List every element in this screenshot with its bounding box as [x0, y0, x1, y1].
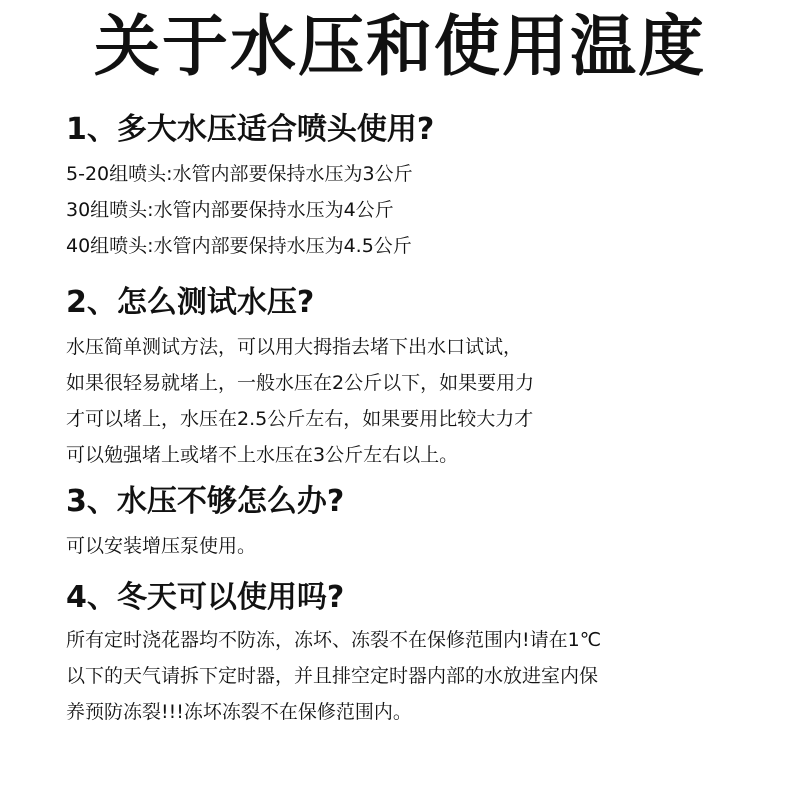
section-body: [66, 528, 766, 564]
section-water-pressure-for-sprinklers: [66, 110, 766, 264]
body-line: 可以勉强堵上或堵不上水压在3公斤左右以上。: [66, 444, 459, 466]
body-line: 如果很轻易就堵上，一般水压在2公斤以下，如果要用力: [66, 372, 535, 394]
section-heading: 2、怎么测试水压?: [66, 285, 315, 320]
section-body: [66, 156, 766, 264]
page-title: 关于水压和使用温度: [94, 7, 706, 85]
body-line: 可以安装增压泵使用。: [66, 535, 257, 557]
body-line: 养预防冻裂!!!冻坏冻裂不在保修范围内。: [66, 701, 412, 723]
body-line: 水压简单测试方法，可以用大拇指去堵下出水口试试，: [66, 336, 523, 358]
body-line: 40组喷头:水管内部要保持水压为4.5公斤: [66, 235, 412, 257]
body-line: 以下的天气请拆下定时器，并且排空定时器内部的水放进室内保: [66, 665, 599, 687]
body-line: 30组喷头:水管内部要保持水压为4公斤: [66, 199, 394, 221]
section-how-to-test-pressure: [66, 283, 766, 473]
body-line: 所有定时浇花器均不防冻，冻坏、冻裂不在保修范围内!请在1℃: [66, 629, 602, 651]
section-body: [66, 622, 766, 730]
body-line: 5-20组喷头:水管内部要保持水压为3公斤: [66, 163, 413, 185]
section-body: [66, 329, 766, 473]
section-winter-usage: [66, 578, 766, 730]
section-heading: 3、水压不够怎么办?: [66, 484, 345, 519]
section-heading: 4、冬天可以使用吗?: [66, 580, 345, 615]
body-line: 才可以堵上，水压在2.5公斤左右，如果要用比较大力才: [66, 408, 534, 430]
section-low-pressure-solution: [66, 482, 766, 564]
section-heading: 1、多大水压适合喷头使用?: [66, 112, 435, 147]
